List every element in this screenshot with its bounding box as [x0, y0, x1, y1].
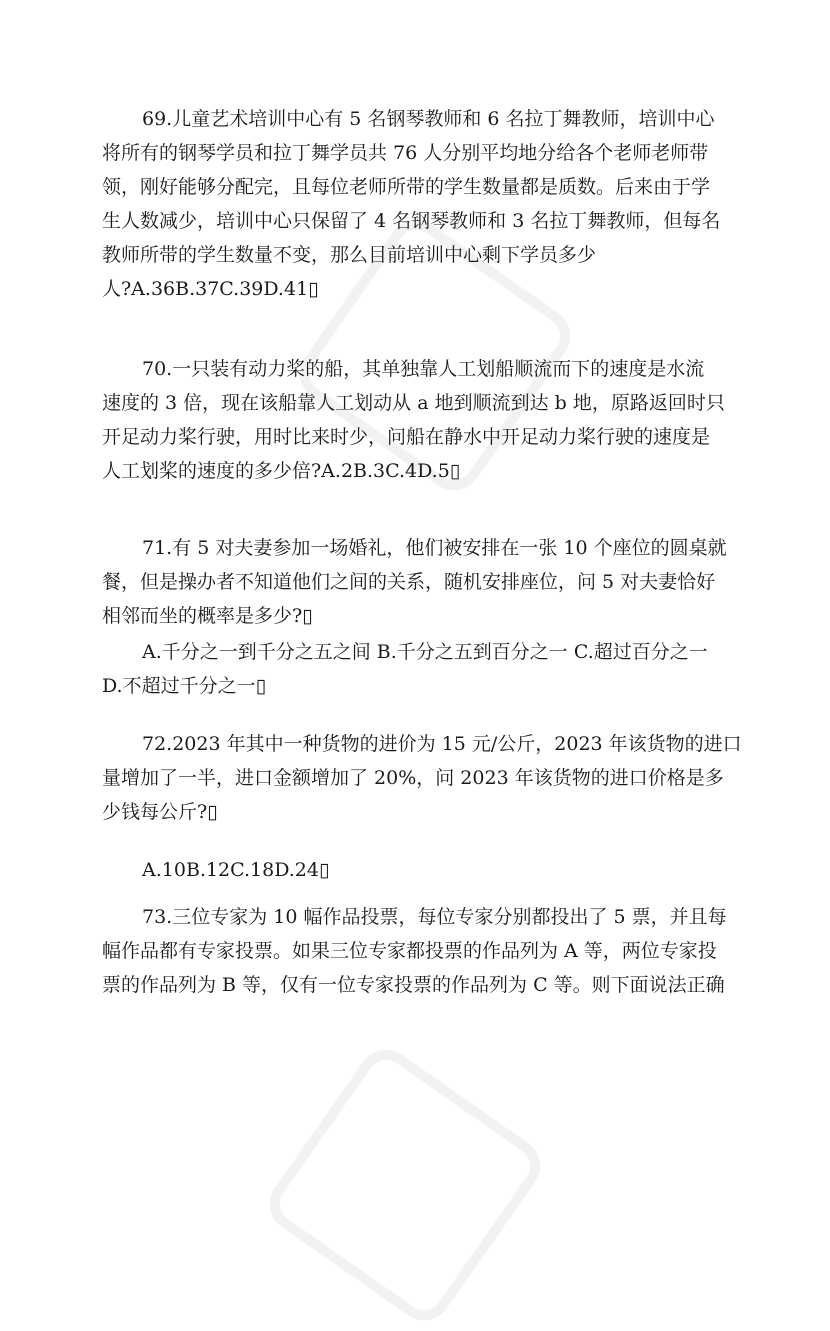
- question-line: 量增加了一半，进口金额增加了 20%，问 2023 年该货物的进口价格是多: [102, 767, 724, 789]
- question-line: 相邻而坐的概率是多少?▯: [102, 605, 313, 627]
- question-line: 人?A.36B.37C.39D.41▯: [102, 278, 319, 300]
- question-line: 72.2023 年其中一种货物的进价为 15 元/公斤，2023 年该货物的进口: [142, 733, 742, 755]
- question-line: 速度的 3 倍，现在该船靠人工划动从 a 地到顺流到达 b 地，原路返回时只: [102, 392, 725, 414]
- question-line: 70.一只装有动力桨的船，其单独靠人工划船顺流而下的速度是水流: [142, 358, 705, 380]
- question-71-options: [102, 635, 726, 703]
- question-69: [102, 102, 726, 306]
- answer-options: D.不超过千分之一▯: [102, 675, 267, 697]
- question-line: 少钱每公斤?▯: [102, 801, 218, 823]
- question-line: 人工划桨的速度的多少倍?A.2B.3C.4D.5▯: [102, 460, 461, 482]
- question-line: 教师所带的学生数量不变，那么目前培训中心剩下学员多少: [102, 244, 597, 266]
- question-line: 71.有 5 对夫妻参加一场婚礼，他们被安排在一张 10 个座位的圆桌就: [142, 537, 727, 559]
- answer-options: A.千分之一到千分之五之间 B.千分之五到百分之一 C.超过百分之一: [142, 641, 708, 663]
- question-line: 领，刚好能够分配完，且每位老师所带的学生数量都是质数。后来由于学: [102, 176, 711, 198]
- question-71: [102, 531, 726, 633]
- question-73: [102, 900, 726, 1002]
- question-line: 73.三位专家为 10 幅作品投票，每位专家分别都投出了 5 票，并且每: [142, 906, 727, 928]
- question-70: [102, 352, 726, 488]
- question-72: [102, 727, 742, 829]
- question-line: 票的作品列为 B 等，仅有一位专家投票的作品列为 C 等。则下面说法正确: [102, 974, 725, 996]
- question-line: 开足动力桨行驶，用时比来时少，问船在静水中开足动力桨行驶的速度是: [102, 426, 711, 448]
- question-line: 69.儿童艺术培训中心有 5 名钢琴教师和 6 名拉丁舞教师，培训中心: [142, 108, 715, 130]
- question-line: 生人数减少，培训中心只保留了 4 名钢琴教师和 3 名拉丁舞教师，但每名: [102, 210, 721, 232]
- watermark-logo: [259, 1039, 551, 1331]
- question-line: 幅作品都有专家投票。如果三位专家都投票的作品列为 A 等，两位专家投: [102, 940, 717, 962]
- question-line: 餐，但是操办者不知道他们之间的关系，随机安排座位，问 5 对夫妻恰好: [102, 571, 716, 593]
- question-72-options: [102, 853, 726, 887]
- answer-options: A.10B.12C.18D.24▯: [142, 859, 330, 881]
- question-line: 将所有的钢琴学员和拉丁舞学员共 76 人分别平均地分给各个老师老师带: [102, 142, 709, 164]
